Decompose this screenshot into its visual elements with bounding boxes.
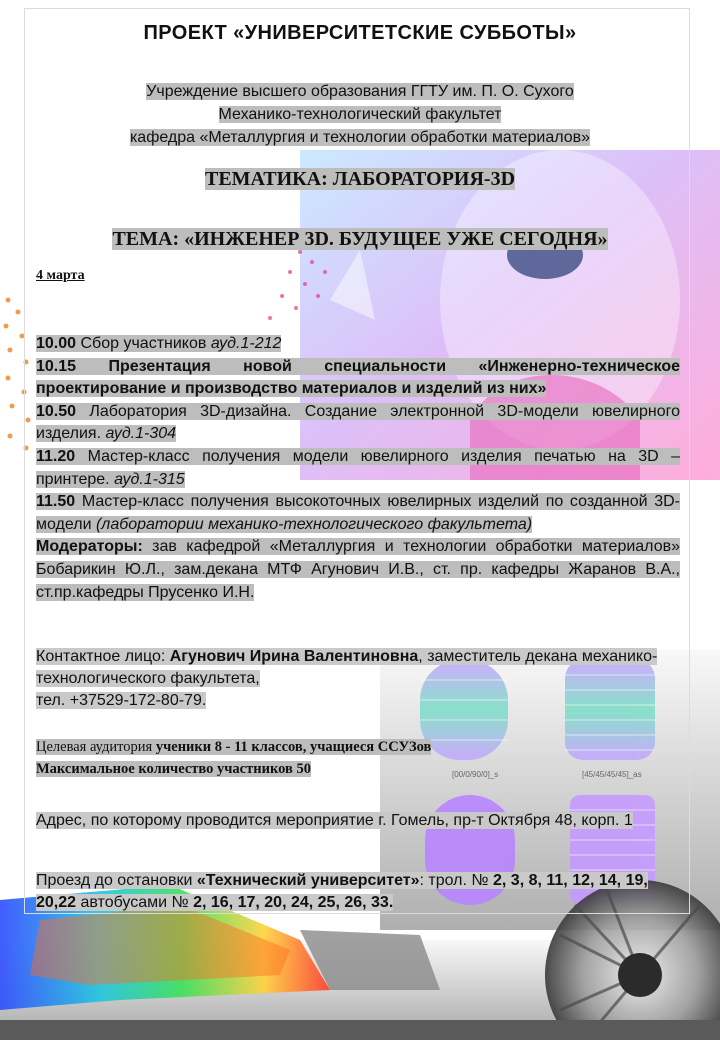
address-block — [36, 810, 676, 832]
page-title: ПРОЕКТ «УНИВЕРСИТЕТСКИЕ СУББОТЫ» — [143, 22, 577, 44]
contact-label: Контактное лицо: — [36, 648, 170, 665]
schedule-list — [36, 333, 680, 604]
schedule-item — [36, 401, 680, 446]
image-caption: [00/0/90/0]_s — [452, 770, 499, 779]
schedule-room: (лаборатории механико-технологического факультета) — [95, 515, 533, 533]
transport-mid-2: автобусами № — [76, 894, 194, 911]
schedule-text: Сбор участников — [76, 335, 211, 352]
audience-label: Целевая аудитория — [36, 739, 156, 755]
moderators-paragraph — [36, 536, 680, 604]
transport-prefix: Проезд до остановки — [36, 872, 197, 889]
contact-phone: тел. +37529-172-80-79. — [36, 692, 207, 709]
schedule-time: 11.50 — [36, 493, 76, 511]
schedule-room: ауд.1-304 — [105, 425, 177, 443]
institution-line-1: Учреждение высшего образования ГГТУ им. П. О. Сухого — [146, 83, 574, 100]
schedule-text: Мастер-класс получения высокоточных ювелирных изделий по созданной 3D-модели — [36, 493, 680, 533]
moderators-text: зав кафедрой «Металлургия и технологии обработки материалов» Бобарикин Ю.Л., зам.декана МТФ Агунович И.В., ст. пр. кафедры Жаранов В.А., ст.пр.кафедры Прусенко И.Н. — [36, 538, 680, 601]
contact-name: Агунович Ирина Валентиновна — [169, 648, 419, 665]
audience-value: ученики 8 - 11 классов, учащиеся ССУЗов — [155, 739, 432, 755]
schedule-time: 10.00 — [36, 335, 77, 352]
theme-heading — [0, 228, 720, 251]
schedule-time: 11.20 — [36, 447, 76, 465]
institution-line-3: кафедра «Металлургия и технологии обработки материалов» — [129, 129, 591, 146]
institution-block — [0, 80, 720, 149]
theme-label: ТЕМА: «ИНЖЕНЕР 3D. БУДУЩЕЕ УЖЕ СЕГОДНЯ» — [112, 228, 608, 250]
image-caption: [45/45/45/45]_as — [582, 770, 642, 779]
schedule-item — [36, 333, 680, 356]
schedule-item — [36, 356, 680, 401]
transport-bus: 2, 16, 17, 20, 24, 25, 26, 33. — [193, 894, 394, 911]
schedule-room: ауд.1-315 — [114, 470, 185, 488]
moderators-label: Модераторы: — [36, 538, 143, 556]
schedule-room: ауд.1-212 — [210, 335, 282, 352]
schedule-text: Лаборатория 3D-дизайна. Создание электронной 3D-модели ювелирного изделия. — [36, 402, 680, 443]
contact-block — [36, 646, 686, 712]
transport-mid-1: : трол. № — [419, 872, 494, 889]
schedule-text: Презентация новой специальности «Инженерно-техническое проектирование и производство материалов и изделий из них» — [36, 357, 680, 398]
event-date: 4 марта — [36, 268, 85, 283]
topic-label: ТЕМАТИКА: ЛАБОРАТОРИЯ-3D — [204, 168, 516, 190]
address-text: Адрес, по которому проводится мероприятие г. Гомель, пр-т Октября 48, корп. 1 — [36, 812, 633, 829]
schedule-time: 10.50 — [36, 402, 77, 420]
schedule-item — [36, 491, 680, 536]
schedule-item — [36, 446, 680, 491]
topic-heading — [0, 168, 720, 191]
institution-line-2: Механико-технологический факультет — [218, 106, 502, 123]
transport-trolley: 2, 3, 8, 11, 12, 14, 19, 20,22 — [36, 872, 648, 911]
contact-role: , заместитель декана механико-технологического факультета, — [36, 648, 658, 687]
transport-block — [36, 870, 676, 914]
audience-block — [36, 736, 596, 780]
audience-max: Максимальное количество участников 50 — [36, 761, 311, 777]
transport-stop: «Технический университет» — [196, 872, 420, 889]
schedule-text: Мастер-класс получения модели ювелирного изделия печатью на 3D – принтере. — [36, 447, 680, 488]
schedule-time: 10.15 — [36, 357, 77, 375]
